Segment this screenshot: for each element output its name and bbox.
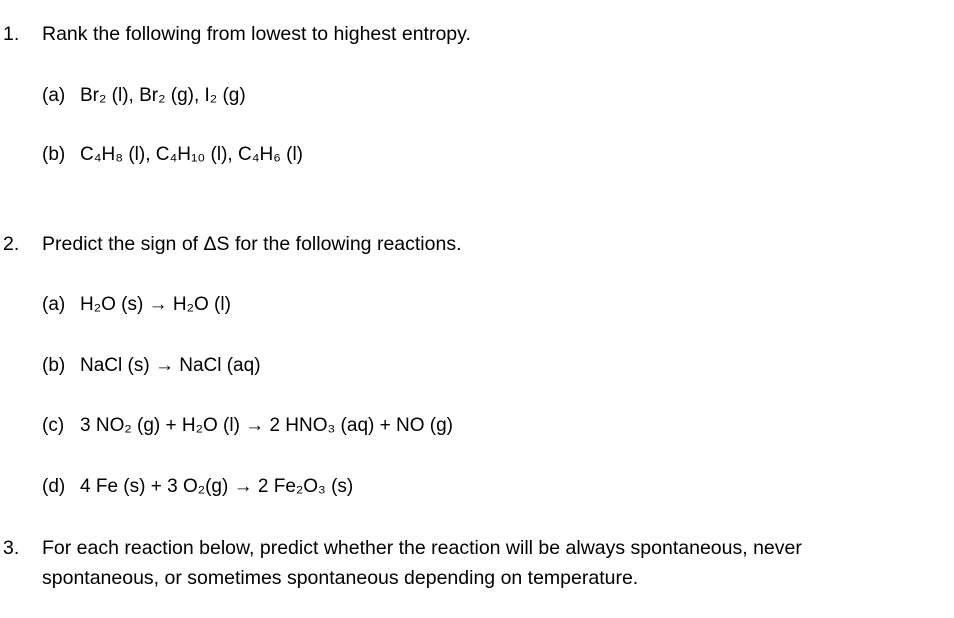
part-letter: (a)	[42, 294, 66, 315]
question-2-part-b	[42, 352, 261, 380]
question-2	[0, 229, 954, 259]
question-1	[0, 19, 954, 49]
part-text: NaCl (s) → NaCl (aq)	[80, 355, 261, 376]
question-2-part-d	[42, 473, 353, 501]
question-2-part-a	[42, 291, 231, 319]
part-text: 3 NO₂ (g) + H₂O (l) → 2 HNO₃ (aq) + NO (g)	[80, 415, 453, 436]
question-text: Rank the following from lowest to highest entropy.	[42, 23, 471, 45]
part-text: C₄H₈ (l), C₄H₁₀ (l), C₄H₆ (l)	[80, 144, 304, 165]
part-letter: (b)	[42, 355, 66, 376]
part-text: Br₂ (l), Br₂ (g), I₂ (g)	[80, 85, 246, 106]
part-text: H₂O (s) → H₂O (l)	[80, 294, 231, 315]
question-number: 1.	[3, 23, 20, 45]
part-letter: (d)	[42, 476, 66, 497]
question-text: Predict the sign of ΔS for the following reactions.	[42, 233, 462, 255]
part-text: 4 Fe (s) + 3 O₂(g) → 2 Fe₂O₃ (s)	[80, 476, 354, 497]
part-letter: (a)	[42, 85, 66, 106]
question-1-part-a	[42, 82, 246, 110]
part-letter: (c)	[42, 415, 65, 436]
question-text-line-2: spontaneous, or sometimes spontaneous depending on temperature.	[42, 567, 639, 589]
question-3	[0, 533, 954, 563]
question-number: 3.	[3, 537, 20, 559]
question-text-line-1: For each reaction below, predict whether the reaction will be always spontaneous, never	[42, 537, 802, 559]
question-number: 2.	[3, 233, 20, 255]
question-2-part-c	[42, 412, 453, 440]
question-1-part-b	[42, 141, 303, 169]
part-letter: (b)	[42, 144, 66, 165]
